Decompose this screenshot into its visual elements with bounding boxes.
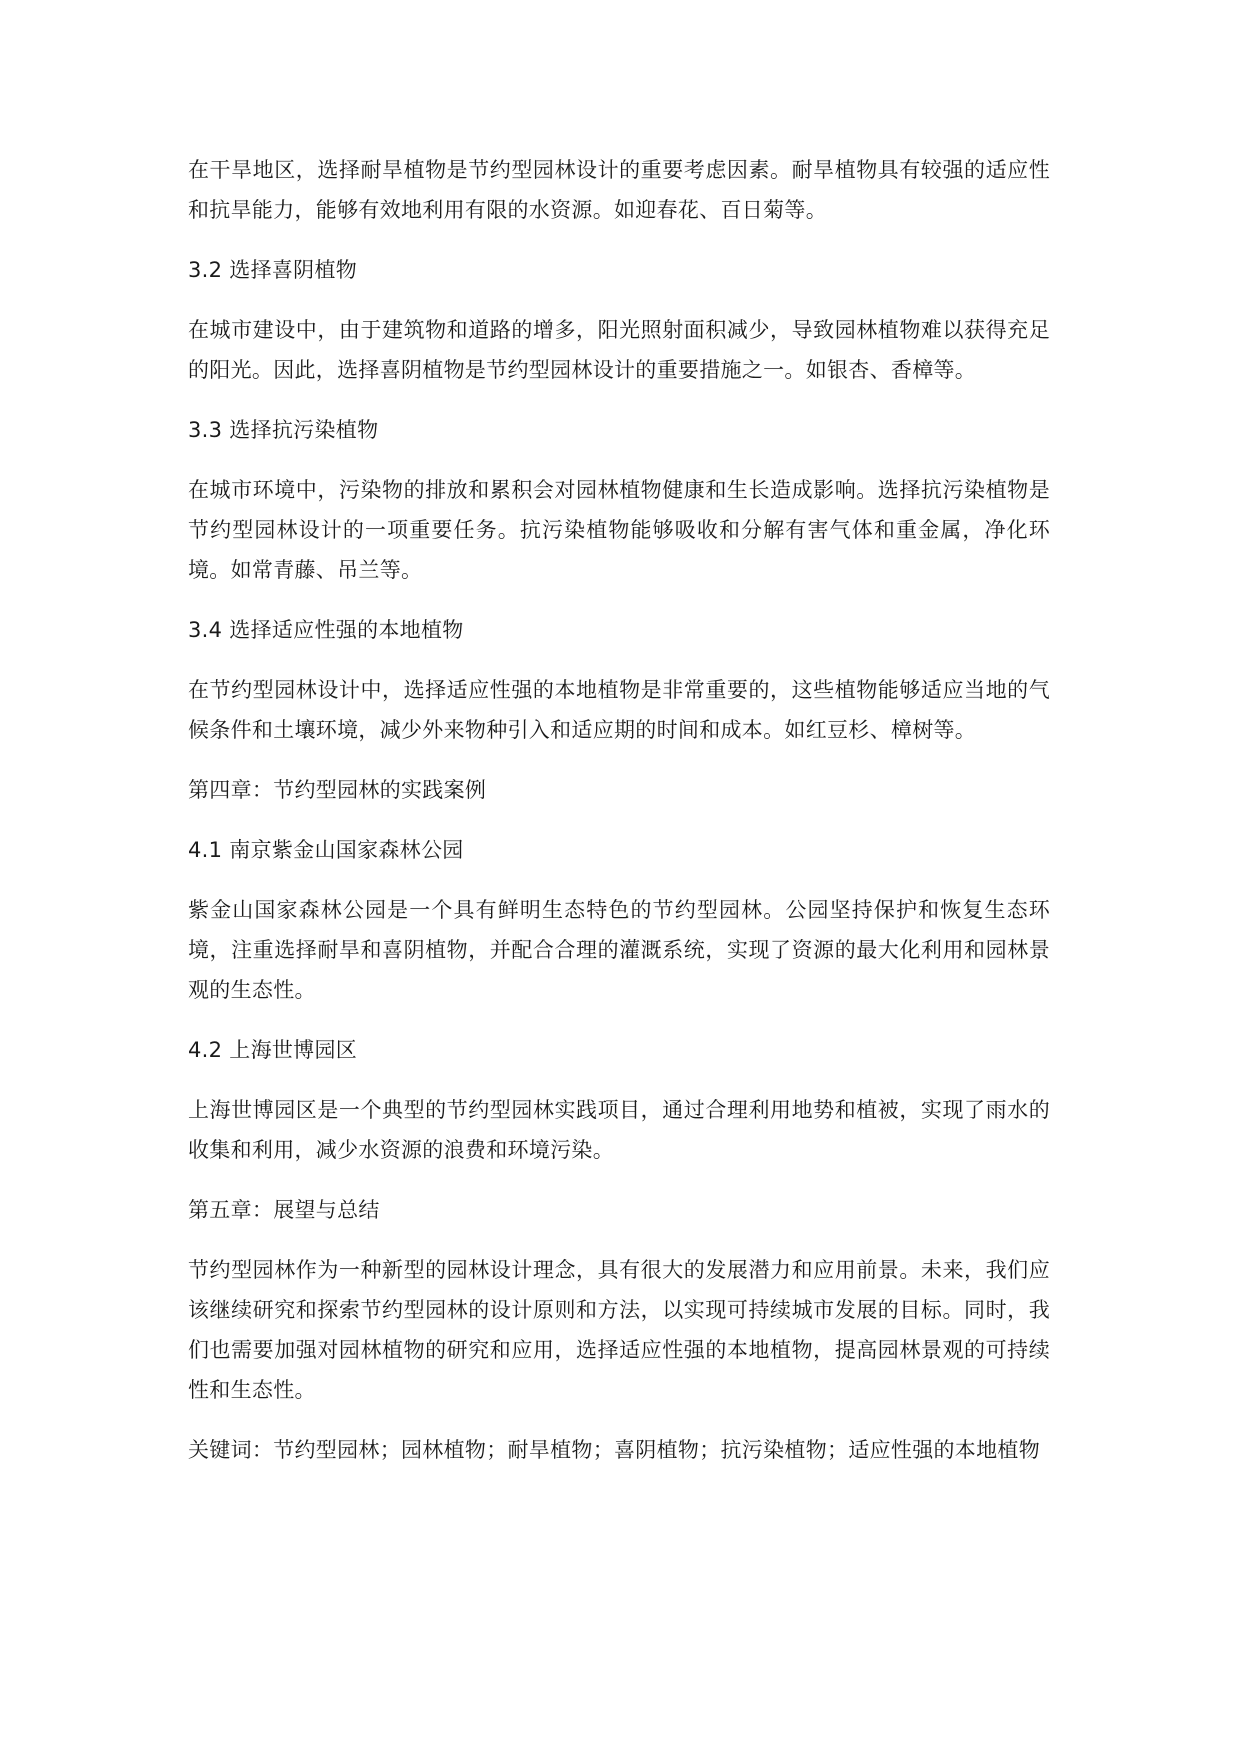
paragraph-native-plants: 在节约型园林设计中，选择适应性强的本地植物是非常重要的，这些植物能够适应当地的气候条件和土壤环境，减少外来物种引入和适应期的时间和成本。如红豆杉、樟树等。 — [188, 678, 1050, 742]
chapter-heading-5: 第五章：展望与总结 — [188, 1198, 380, 1222]
section-heading-3-2: 3.2 选择喜阴植物 — [188, 258, 358, 282]
section-heading-4-2: 4.2 上海世博园区 — [188, 1038, 358, 1062]
paragraph-expo-park: 上海世博园区是一个典型的节约型园林实践项目，通过合理利用地势和植被，实现了雨水的收集和利用，减少水资源的浪费和环境污染。 — [188, 1098, 1050, 1162]
paragraph-keywords: 关键词：节约型园林；园林植物；耐旱植物；喜阴植物；抗污染植物；适应性强的本地植物 — [188, 1438, 1040, 1462]
paragraph-zijinshan: 紫金山国家森林公园是一个具有鲜明生态特色的节约型园林。公园坚持保护和恢复生态环境，注重选择耐旱和喜阴植物，并配合合理的灌溉系统，实现了资源的最大化利用和园林景观的生态性。 — [188, 898, 1050, 1002]
paragraph-pollution-resistant: 在城市环境中，污染物的排放和累积会对园林植物健康和生长造成影响。选择抗污染植物是节约型园林设计的一项重要任务。抗污染植物能够吸收和分解有害气体和重金属，净化环境。如常青藤、吊兰等。 — [188, 478, 1050, 582]
section-heading-3-3: 3.3 选择抗污染植物 — [188, 418, 379, 442]
paragraph-shade-tolerant: 在城市建设中，由于建筑物和道路的增多，阳光照射面积减少，导致园林植物难以获得充足的阳光。因此，选择喜阴植物是节约型园林设计的重要措施之一。如银杏、香樟等。 — [188, 318, 1050, 382]
chapter-heading-4: 第四章：节约型园林的实践案例 — [188, 778, 487, 802]
paragraph-outlook: 节约型园林作为一种新型的园林设计理念，具有很大的发展潜力和应用前景。未来，我们应该继续研究和探索节约型园林的设计原则和方法，以实现可持续城市发展的目标。同时，我们也需要加强对园林植物的研究和应用，选择适应性强的本地植物，提高园林景观的可持续性和生态性。 — [188, 1258, 1050, 1402]
document-page — [188, 150, 1050, 1490]
section-heading-3-4: 3.4 选择适应性强的本地植物 — [188, 618, 464, 642]
paragraph-drought-tolerant: 在干旱地区，选择耐旱植物是节约型园林设计的重要考虑因素。耐旱植物具有较强的适应性和抗旱能力，能够有效地利用有限的水资源。如迎春花、百日菊等。 — [188, 158, 1050, 222]
section-heading-4-1: 4.1 南京紫金山国家森林公园 — [188, 838, 464, 862]
